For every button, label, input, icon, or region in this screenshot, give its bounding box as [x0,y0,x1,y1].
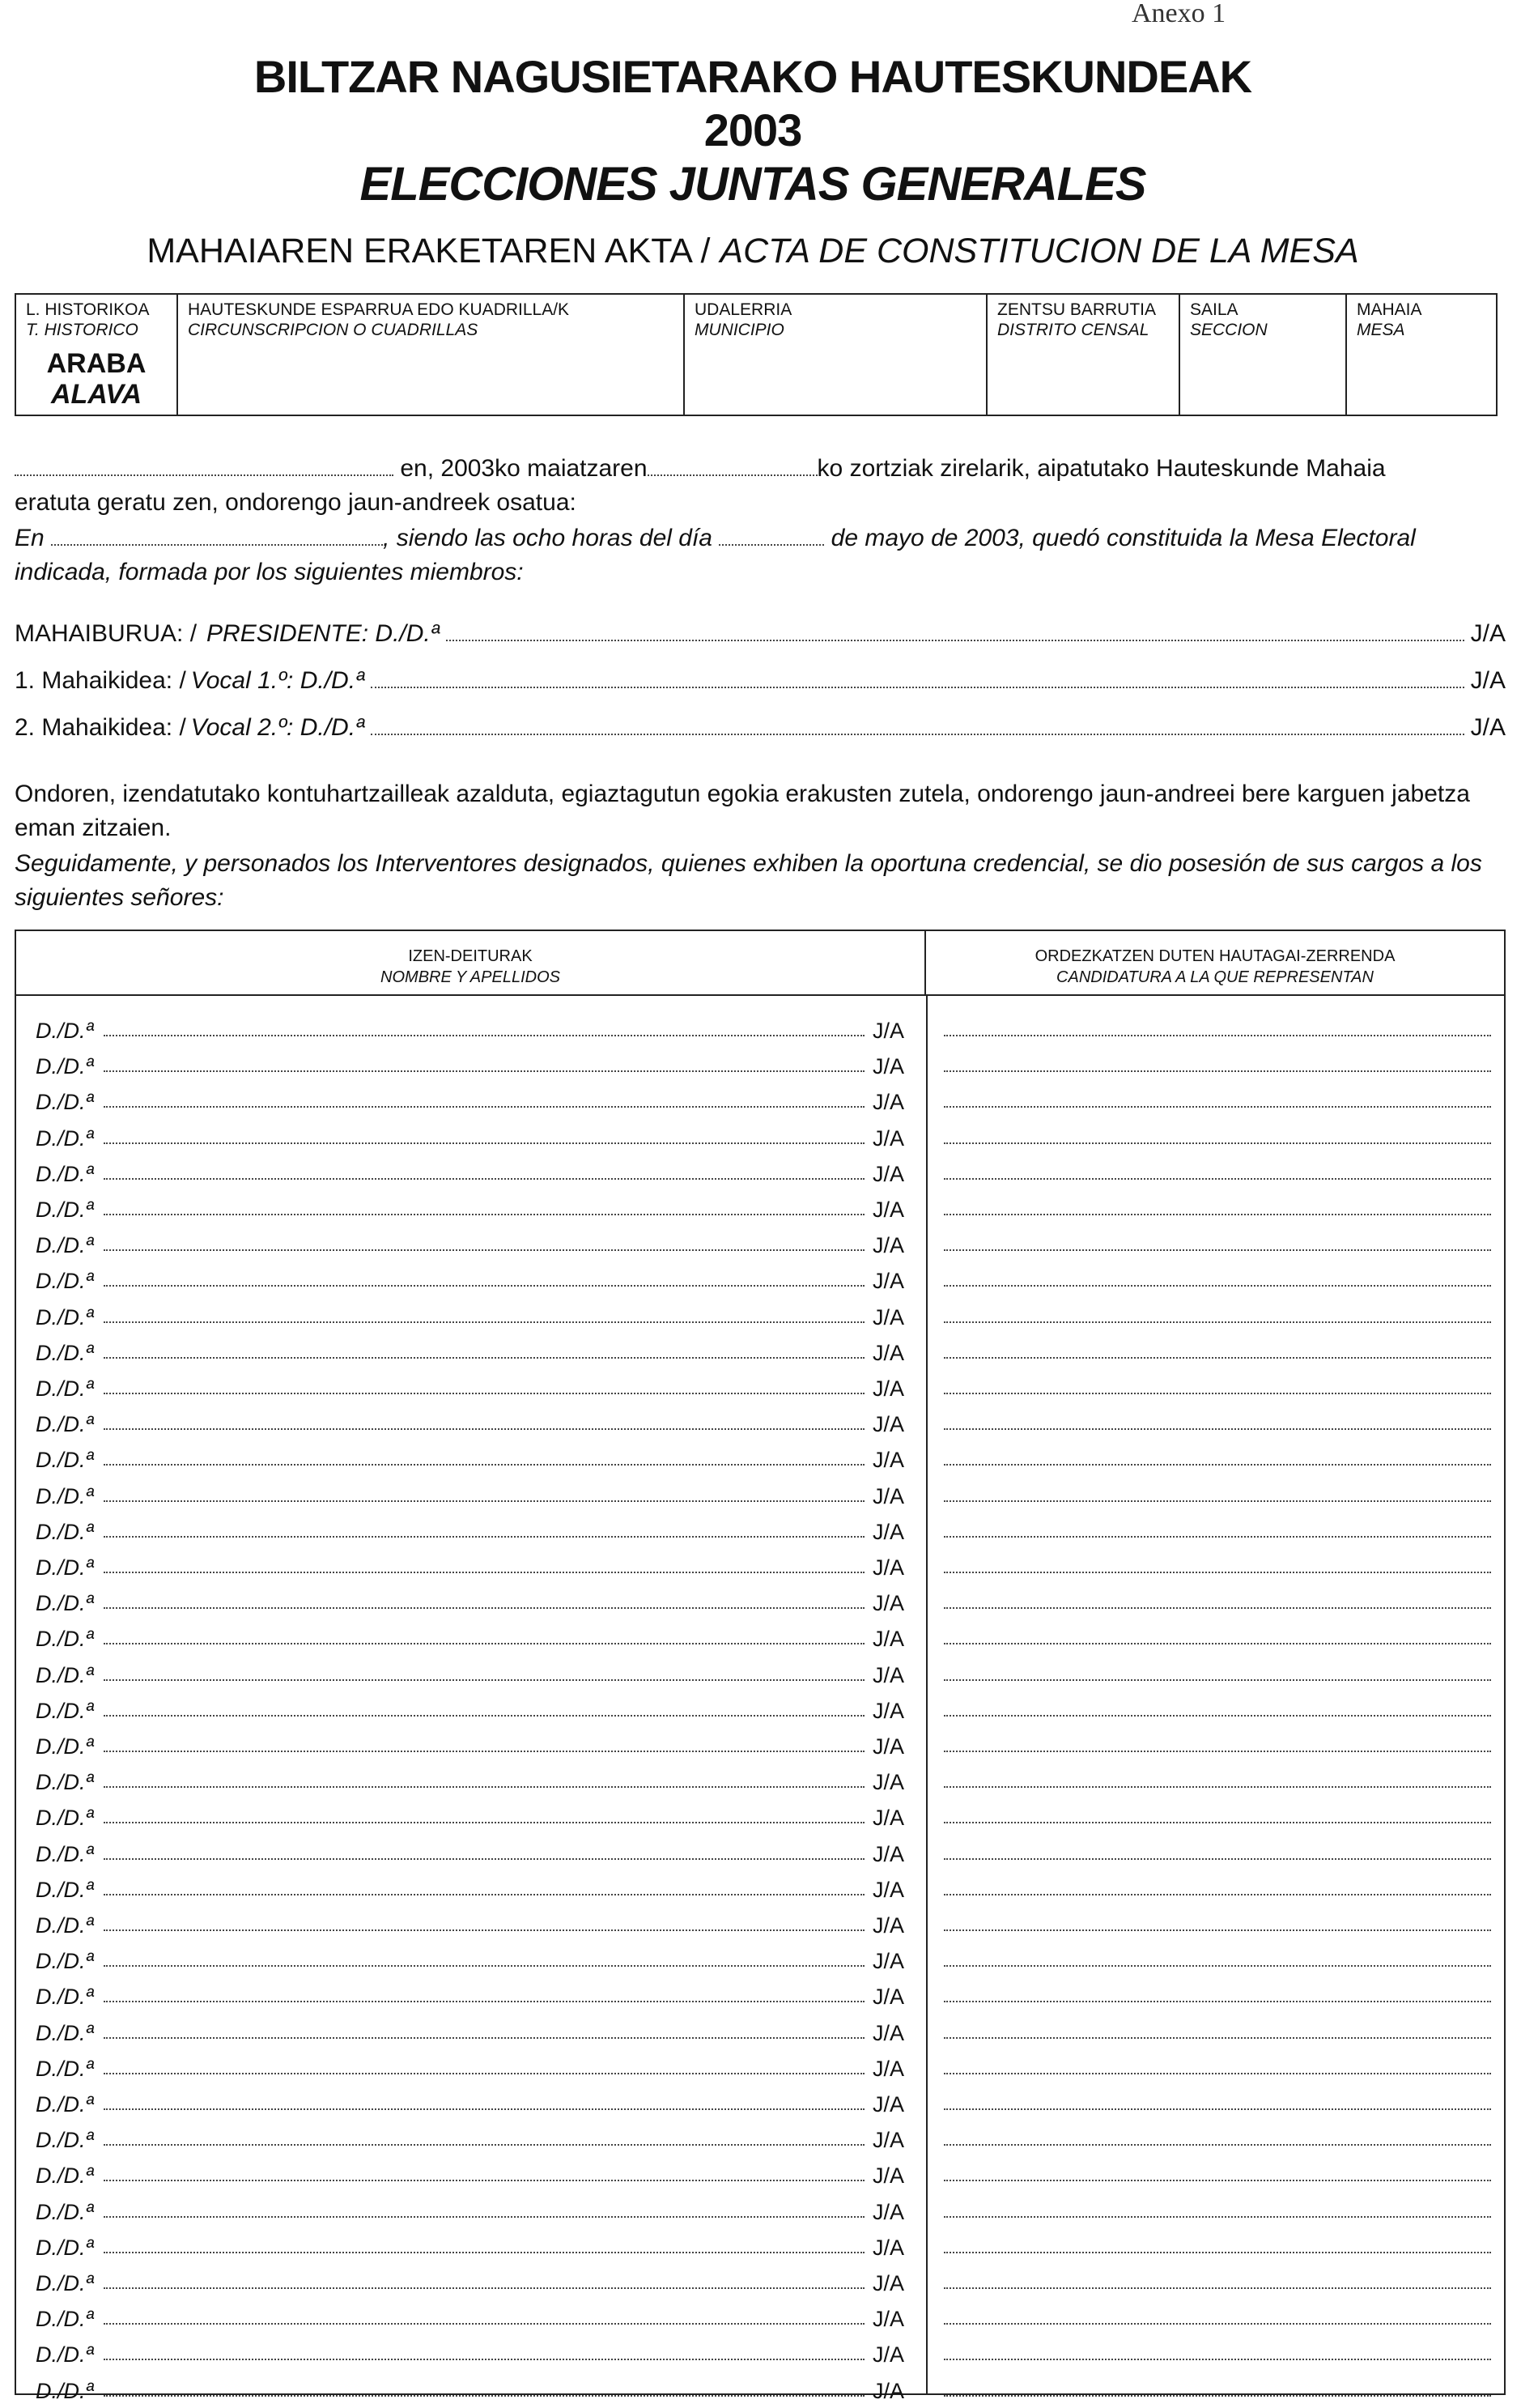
president-label-es: PRESIDENTE: D./D.ª [206,620,440,647]
candidacy-field[interactable] [944,1249,1491,1251]
name-field[interactable] [104,1822,865,1823]
candidacy-field[interactable] [944,1679,1491,1681]
president-label-eu: MAHAIBURUA: / [15,620,198,647]
table-row[interactable] [16,1907,1504,1942]
circ-label-eu: HAUTESKUNDE ESPARRUA EDO KUADRILLA/K [188,300,570,319]
name-field[interactable] [104,1965,865,1967]
row-prefix: D./D.ª [36,2307,94,2332]
candidacy-field[interactable] [944,1751,1491,1752]
row-prefix: D./D.ª [36,2056,94,2081]
candidacy-field[interactable] [944,1285,1491,1287]
row-ja: J/A [873,2307,905,2332]
name-field[interactable] [104,1643,865,1644]
row-ja: J/A [873,2271,905,2295]
row-prefix: D./D.ª [36,1770,94,1795]
dist-label-es: DISTRITO CENSAL [997,321,1149,339]
table-row[interactable] [16,1155,1504,1191]
subtitle-basque: MAHAIAREN ERAKETAREN AKTA / [147,232,720,270]
row-ja: J/A [873,1304,905,1330]
row-prefix: D./D.ª [36,1269,94,1294]
row-ja: J/A [873,1340,905,1365]
row-ja: J/A [873,1483,905,1508]
name-field[interactable] [104,1572,865,1573]
row-ja: J/A [873,1591,905,1616]
candidacy-field[interactable] [944,1929,1491,1931]
para2-basque: Ondoren, izendatutako kontuhartzailleak azalduta, egiaztagutun egokia erakusten zutela, ondorengo jaun-andreei bere karguen jabetza eman zitzaien. [15,781,1470,841]
table-row[interactable] [16,1048,1504,1083]
row-prefix: D./D.ª [36,1019,94,1043]
name-field[interactable] [104,2037,865,2039]
title-basque: BILTZAR NAGUSIETARAKO HAUTESKUNDEAK [253,51,1252,102]
row-ja: J/A [873,1985,905,2010]
name-field[interactable] [104,1679,865,1681]
name-field[interactable] [104,1607,865,1609]
row-prefix: D./D.ª [36,2199,94,2224]
row-prefix: D./D.ª [36,2378,94,2403]
province-eu: ARABA [46,348,147,379]
header-cell-circumscription[interactable] [178,295,685,415]
interventors-table [15,930,1506,2403]
candidacy-field[interactable] [944,1965,1491,1967]
candidacy-field[interactable] [944,1464,1491,1466]
candidacy-field[interactable] [944,1214,1491,1215]
row-ja: J/A [873,2235,905,2260]
name-field[interactable] [104,2073,865,2074]
name-field[interactable] [104,1357,865,1359]
table-row[interactable] [16,1441,1504,1477]
name-field[interactable] [104,2108,865,2110]
dist-label-eu: ZENTSU BARRUTIA [997,300,1157,319]
vocal1-ja: J/A [1470,667,1506,694]
row-prefix: D./D.ª [36,2163,94,2189]
row-prefix: D./D.ª [36,1985,94,2010]
row-prefix: D./D.ª [36,2271,94,2295]
intro-eu-a: en, 2003ko maiatzaren [400,455,648,482]
row-ja: J/A [873,1269,905,1294]
candidacy-field[interactable] [944,1393,1491,1394]
table-row[interactable] [16,1763,1504,1799]
vocal2-label-eu: 2. Mahaikidea: / [15,714,186,741]
candidacy-field[interactable] [944,2359,1491,2360]
row-prefix: D./D.ª [36,1340,94,1365]
candidacy-field[interactable] [944,1070,1491,1072]
place-field-es[interactable] [51,525,383,546]
row-prefix: D./D.ª [36,1734,94,1759]
name-field[interactable] [104,1786,865,1788]
candidacy-field[interactable] [944,2323,1491,2325]
name-field[interactable] [104,1249,865,1251]
row-ja: J/A [873,1734,905,1759]
intro-eu-c: eratuta geratu zen, ondorengo jaun-andreek osatua: [15,489,576,516]
table-row[interactable] [16,2300,1504,2336]
name-field[interactable] [104,2001,865,2002]
intro-eu-b: ko zortziak zirelarik, aipatutako Hauteskunde Mahaia [817,455,1386,482]
table-row[interactable] [16,1334,1504,1370]
candidacy-field[interactable] [944,1894,1491,1895]
row-prefix: D./D.ª [36,1627,94,1652]
name-field[interactable] [104,1894,865,1895]
name-field[interactable] [104,1070,865,1072]
row-ja: J/A [873,2199,905,2224]
row-prefix: D./D.ª [36,1304,94,1330]
candidacy-field[interactable] [944,2073,1491,2074]
president-field[interactable] [446,622,1464,641]
table-row[interactable] [16,1478,1504,1513]
table-row[interactable] [16,1657,1504,1692]
row-ja: J/A [873,1412,905,1437]
col2-es: CANDIDATURA A LA QUE REPRESENTAN [1056,968,1374,986]
row-prefix: D./D.ª [36,1054,94,1079]
table-row[interactable] [16,2336,1504,2372]
candidacy-field[interactable] [944,1715,1491,1717]
name-field[interactable] [104,1464,865,1466]
row-ja: J/A [873,1627,905,1652]
row-ja: J/A [873,1198,905,1222]
candidacy-field[interactable] [944,1357,1491,1359]
name-field[interactable] [104,1751,865,1752]
header-table [15,293,1498,416]
row-prefix: D./D.ª [36,2235,94,2260]
mun-label-es: MUNICIPIO [695,321,784,339]
vocal2-field[interactable] [371,716,1464,735]
candidacy-field[interactable] [944,1786,1491,1788]
candidacy-field[interactable] [944,1035,1491,1036]
place-field[interactable] [15,455,393,476]
name-field[interactable] [104,1178,865,1180]
table-row[interactable] [16,1012,1504,1048]
table-row[interactable] [16,1299,1504,1334]
row-prefix: D./D.ª [36,2128,94,2153]
table-row[interactable] [16,1227,1504,1262]
sec-label-eu: SAILA [1190,300,1238,319]
name-field[interactable] [104,2287,865,2289]
table-row[interactable] [16,1692,1504,1728]
candidacy-field[interactable] [944,2001,1491,2002]
candidacy-field[interactable] [944,1572,1491,1573]
row-prefix: D./D.ª [36,1198,94,1222]
row-ja: J/A [873,2128,905,2153]
candidacy-field[interactable] [944,1142,1491,1144]
name-field[interactable] [104,1285,865,1287]
subtitle-spanish: ACTA DE CONSTITUCION DE LA MESA [720,232,1359,270]
row-prefix: D./D.ª [36,1913,94,1938]
row-prefix: D./D.ª [36,1376,94,1401]
table-row[interactable] [16,1191,1504,1227]
president-ja: J/A [1470,620,1506,647]
row-ja: J/A [873,1161,905,1186]
col-header-candidacy [926,931,1504,996]
table-row[interactable] [16,1799,1504,1835]
row-ja: J/A [873,1806,905,1831]
mun-label-eu: UDALERRIA [695,300,792,319]
row-prefix: D./D.ª [36,1233,94,1258]
vocal2-row[interactable] [15,714,1506,742]
row-ja: J/A [873,1519,905,1544]
name-field[interactable] [104,1715,865,1717]
name-field[interactable] [104,1321,865,1323]
row-ja: J/A [873,1125,905,1151]
table-row[interactable] [16,1978,1504,2014]
row-ja: J/A [873,1949,905,1974]
title-spanish: ELECCIONES JUNTAS GENERALES [359,158,1146,211]
candidacy-field[interactable] [944,1858,1491,1860]
circ-label-es: CIRCUNSCRIPCION O CUADRILLAS [188,321,478,339]
name-field[interactable] [104,1536,865,1538]
subtitle [0,232,1506,271]
candidacy-field[interactable] [944,2108,1491,2110]
header-cell-section[interactable] [1180,295,1347,415]
title-year: 2003 [703,104,802,155]
candidacy-field[interactable] [944,2395,1491,2397]
row-prefix: D./D.ª [36,1555,94,1580]
col1-eu: IZEN-DEITURAK [408,947,533,965]
row-ja: J/A [873,1662,905,1687]
col2-eu: ORDEZKATZEN DUTEN HAUTAGAI-ZERRENDA [1035,947,1396,965]
header-cell-municipality[interactable] [685,295,988,415]
table-row[interactable] [16,1871,1504,1907]
row-prefix: D./D.ª [36,1090,94,1115]
vocal1-label-es: Vocal 1.º: D./D.ª [190,667,365,694]
row-ja: J/A [873,1698,905,1723]
candidacy-field[interactable] [944,2037,1491,2039]
day-field-eu[interactable] [648,455,818,476]
name-field[interactable] [104,1393,865,1394]
mesa-label-eu: MAHAIA [1357,300,1422,319]
name-field[interactable] [104,2252,865,2253]
header-cell-historic [16,295,178,415]
header-cell-district[interactable] [988,295,1180,415]
name-field[interactable] [104,1214,865,1215]
row-ja: J/A [873,1448,905,1473]
row-ja: J/A [873,1877,905,1902]
intro-es-a: En [15,525,45,551]
table-row[interactable] [16,1262,1504,1298]
table-row[interactable] [16,2014,1504,2050]
historic-label-es: T. HISTORICO [26,321,138,339]
intro-es-d: indicada, formada por los siguientes miembros: [15,559,524,585]
candidacy-field[interactable] [944,2180,1491,2181]
row-ja: J/A [873,1054,905,1079]
row-ja: J/A [873,1770,905,1795]
table-row[interactable] [16,1836,1504,1871]
row-ja: J/A [873,1555,905,1580]
vocal1-field[interactable] [371,669,1464,688]
table-row[interactable] [16,2193,1504,2229]
row-ja: J/A [873,2378,905,2403]
table-row[interactable] [16,1120,1504,1155]
name-field[interactable] [104,1106,865,1108]
intro-es-b: , siendo las ocho horas del día [383,525,712,551]
row-ja: J/A [873,1376,905,1401]
candidacy-field[interactable] [944,1321,1491,1323]
table-row[interactable] [16,2229,1504,2265]
table-row[interactable] [16,2086,1504,2121]
name-field[interactable] [104,1142,865,1144]
candidacy-field[interactable] [944,1178,1491,1180]
row-ja: J/A [873,2163,905,2189]
table-row[interactable] [16,1728,1504,1763]
table-row[interactable] [16,2050,1504,2086]
candidacy-field[interactable] [944,1607,1491,1609]
row-prefix: D./D.ª [36,2342,94,2368]
name-field[interactable] [104,1500,865,1502]
name-field[interactable] [104,2359,865,2360]
table-row[interactable] [16,1370,1504,1406]
row-prefix: D./D.ª [36,1412,94,1437]
president-row[interactable] [15,620,1506,648]
name-field[interactable] [104,2323,865,2325]
row-prefix: D./D.ª [36,2020,94,2045]
row-ja: J/A [873,1841,905,1866]
vocal2-ja: J/A [1470,714,1506,741]
row-prefix: D./D.ª [36,2092,94,2117]
intro-basque [15,452,1504,520]
row-prefix: D./D.ª [36,1483,94,1508]
col1-es: NOMBRE Y APELLIDOS [380,968,560,986]
annex-label: Anexo 1 [1132,0,1226,28]
intro-spanish [15,521,1504,589]
row-prefix: D./D.ª [36,1519,94,1544]
row-prefix: D./D.ª [36,1949,94,1974]
sec-label-es: SECCION [1190,321,1268,339]
table-row[interactable] [16,1585,1504,1620]
table-row[interactable] [16,2121,1504,2157]
table-row[interactable] [16,1406,1504,1441]
row-ja: J/A [873,2092,905,2117]
row-ja: J/A [873,1233,905,1258]
row-prefix: D./D.ª [36,1591,94,1616]
table-row[interactable] [16,2265,1504,2300]
table-row[interactable] [16,2157,1504,2193]
name-field[interactable] [104,2144,865,2146]
candidacy-field[interactable] [944,2216,1491,2218]
candidacy-field[interactable] [944,2252,1491,2253]
table-row[interactable] [16,1083,1504,1119]
candidacy-field[interactable] [944,1106,1491,1108]
row-prefix: D./D.ª [36,1841,94,1866]
row-prefix: D./D.ª [36,1877,94,1902]
name-field[interactable] [104,1035,865,1036]
vocal1-label-eu: 1. Mahaikidea: / [15,667,186,694]
candidacy-field[interactable] [944,1500,1491,1502]
table-row[interactable] [16,1549,1504,1585]
row-ja: J/A [873,1913,905,1938]
name-field[interactable] [104,1428,865,1430]
header-cell-mesa[interactable] [1347,295,1496,415]
table-row[interactable] [16,2372,1504,2408]
candidacy-field[interactable] [944,2144,1491,2146]
intro-es-c: de mayo de 2003, quedó constituida la Mesa Electoral [831,525,1416,551]
name-field[interactable] [104,2180,865,2181]
table-row[interactable] [16,1942,1504,1978]
vocal1-row[interactable] [15,667,1506,695]
row-prefix: D./D.ª [36,1448,94,1473]
name-field[interactable] [104,1858,865,1860]
day-field-es[interactable] [719,525,824,546]
province-es: ALAVA [50,379,142,410]
para2-spanish: Seguidamente, y personados los Interventores designados, quienes exhiben la oportuna credencial, se dio posesión de sus cargos a los siguientes señores: [15,850,1482,911]
row-prefix: D./D.ª [36,1161,94,1186]
candidacy-field[interactable] [944,2287,1491,2289]
mesa-label-es: MESA [1357,321,1405,339]
candidacy-field[interactable] [944,1822,1491,1823]
candidacy-field[interactable] [944,1536,1491,1538]
col-header-name [16,931,926,996]
vocal2-label-es: Vocal 2.º: D./D.ª [190,714,365,741]
name-field[interactable] [104,2395,865,2397]
candidacy-field[interactable] [944,1428,1491,1430]
row-ja: J/A [873,1090,905,1115]
row-ja: J/A [873,2020,905,2045]
candidacy-field[interactable] [944,1643,1491,1644]
row-ja: J/A [873,1019,905,1043]
name-field[interactable] [104,2216,865,2218]
row-prefix: D./D.ª [36,1662,94,1687]
row-prefix: D./D.ª [36,1806,94,1831]
row-ja: J/A [873,2056,905,2081]
row-prefix: D./D.ª [36,1125,94,1151]
row-prefix: D./D.ª [36,1698,94,1723]
table-row[interactable] [16,1620,1504,1656]
name-field[interactable] [104,1929,865,1931]
table-row[interactable] [16,1513,1504,1549]
historic-label-eu: L. HISTORIKOA [26,300,150,319]
row-ja: J/A [873,2342,905,2368]
